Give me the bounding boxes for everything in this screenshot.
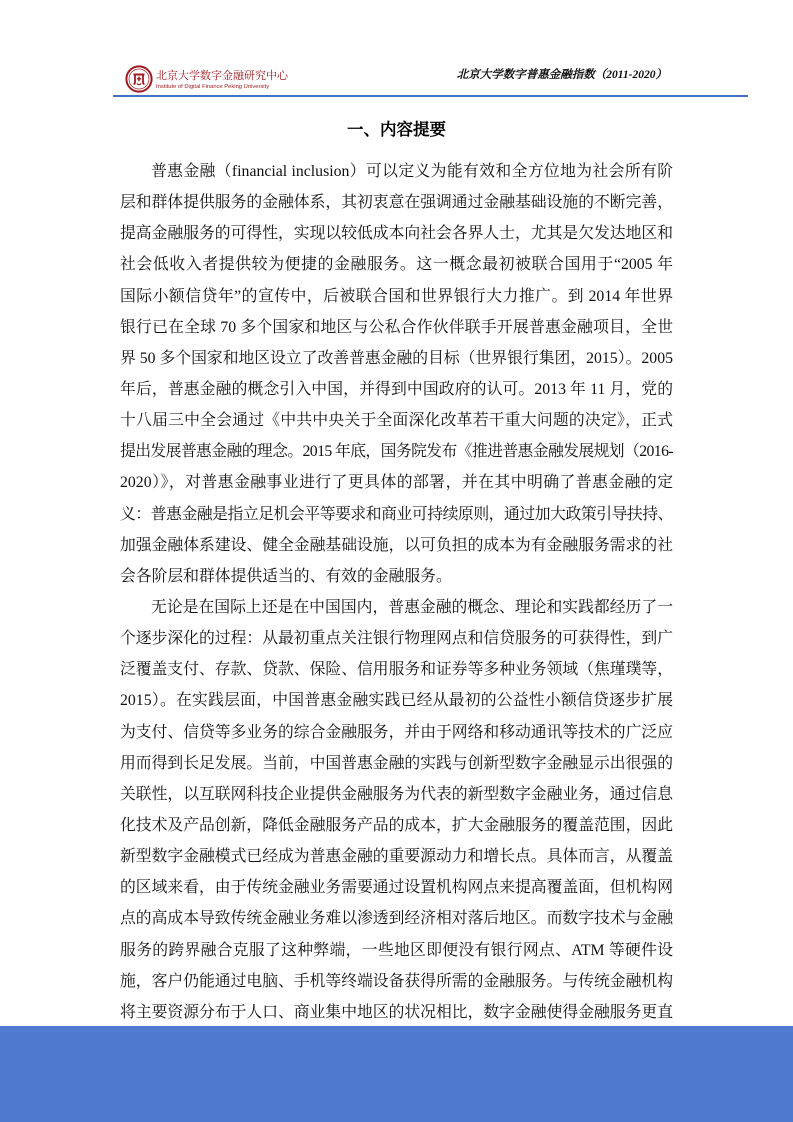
paragraph: [120, 156, 673, 592]
text-line: 2020）》，对普惠金融事业进行了更具体的部署，并在其中明确了普惠金融的定: [120, 474, 673, 492]
report-title: 北京大学数字普惠金融指数（2011-2020）: [456, 69, 667, 81]
text-line: 提高金融服务的可得性，实现以较低成本向社会各界人士，尤其是欠发达地区和: [120, 225, 673, 243]
text-line: 社会低收入者提供较为便捷的金融服务。这一概念最初被联合国用于“2005 年: [120, 256, 673, 274]
text-line: 的区域来看，由于传统金融业务需要通过设置机构网点来提高覆盖面，但机构网: [120, 879, 673, 897]
text-line: 国际小额信贷年”的宣传中，后被联合国和世界银行大力推广。到 2014 年世界: [120, 287, 673, 305]
text-line: 普惠金融（financial inclusion）可以定义为能有效和全方位地为社会所有阶: [151, 163, 673, 180]
text-line: 施，客户仍能通过电脑、手机等终端设备获得所需的金融服务。与传统金融机构: [120, 972, 673, 990]
text-line: 点的高成本导致传统金融业务难以渗透到经济相对落后地区。而数字技术与金融: [120, 910, 673, 928]
text-line: 界 50 多个国家和地区设立了改善普惠金融的目标（世界银行集团，2015）。2005: [120, 349, 673, 367]
text-line: 关联性，以互联网科技企业提供金融服务为代表的新型数字金融业务，通过信息: [120, 785, 673, 803]
text-line: 银行已在全球 70 多个国家和地区与公私合作伙伴联手开展普惠金融项目，全世: [120, 318, 673, 336]
text-line: 泛覆盖支付、存款、贷款、保险、信用服务和证券等多种业务领域（焦瑾璞等，: [120, 661, 673, 679]
text-line: 无论是在国际上还是在中国国内，普惠金融的概念、理论和实践都经历了一: [151, 598, 673, 616]
text-line: 十八届三中全会通过《中共中央关于全面深化改革若干重大问题的决定》，正式: [120, 412, 673, 430]
header-divider: [113, 95, 748, 97]
text-line: 将主要资源分布于人口、商业集中地区的状况相比，数字金融使得金融服务更直: [120, 1003, 673, 1021]
text-line: 会各阶层和群体提供适当的、有效的金融服务。: [120, 567, 452, 585]
text-line: 层和群体提供服务的金融体系，其初衷意在强调通过金融基础设施的不断完善，: [120, 194, 673, 212]
text-line: 2015）。在实践层面，中国普惠金融实践已经从最初的公益性小额信贷逐步扩展: [120, 692, 673, 710]
text-line: 用而得到长足发展。当前，中国普惠金融的实践与创新型数字金融显示出很强的: [120, 754, 673, 772]
text-line: 个逐步深化的过程：从最初重点关注银行物理网点和信贷服务的可获得性，到广: [120, 630, 673, 648]
org-name-en: Institute of Digital Finance Peking University: [156, 84, 270, 90]
section-body: [120, 156, 673, 1028]
paragraph: [120, 592, 673, 1028]
text-line: 服务的跨界融合克服了这种弊端，一些地区即便没有银行网点、ATM 等硬件设: [120, 941, 673, 959]
pku-emblem-logo: [125, 65, 153, 93]
footer-band: [0, 1026, 793, 1122]
text-line: 年后，普惠金融的概念引入中国，并得到中国政府的认可。2013 年 11 月，党的: [120, 380, 673, 398]
text-line: 提出发展普惠金融的理念。2015 年底，国务院发布《推进普惠金融发展规划（2016-: [120, 443, 673, 461]
text-line: 加强金融体系建设、健全金融基础设施，以可负担的成本为有金融服务需求的社: [120, 536, 673, 554]
text-line: 义：普惠金融是指立足机会平等要求和商业可持续原则，通过加大政策引导扶持、: [120, 505, 673, 523]
section-title: 一、内容提要: [347, 121, 446, 139]
text-line: 新型数字金融模式已经成为普惠金融的重要源动力和增长点。具体而言，从覆盖: [120, 848, 673, 866]
text-line: 为支付、信贷等多业务的综合金融服务，并由于网络和移动通讯等技术的广泛应: [120, 723, 673, 741]
org-name-cn: 北京大学数字金融研究中心: [156, 69, 288, 82]
text-line: 化技术及产品创新，降低金融服务产品的成本，扩大金融服务的覆盖范围，因此: [120, 816, 673, 834]
